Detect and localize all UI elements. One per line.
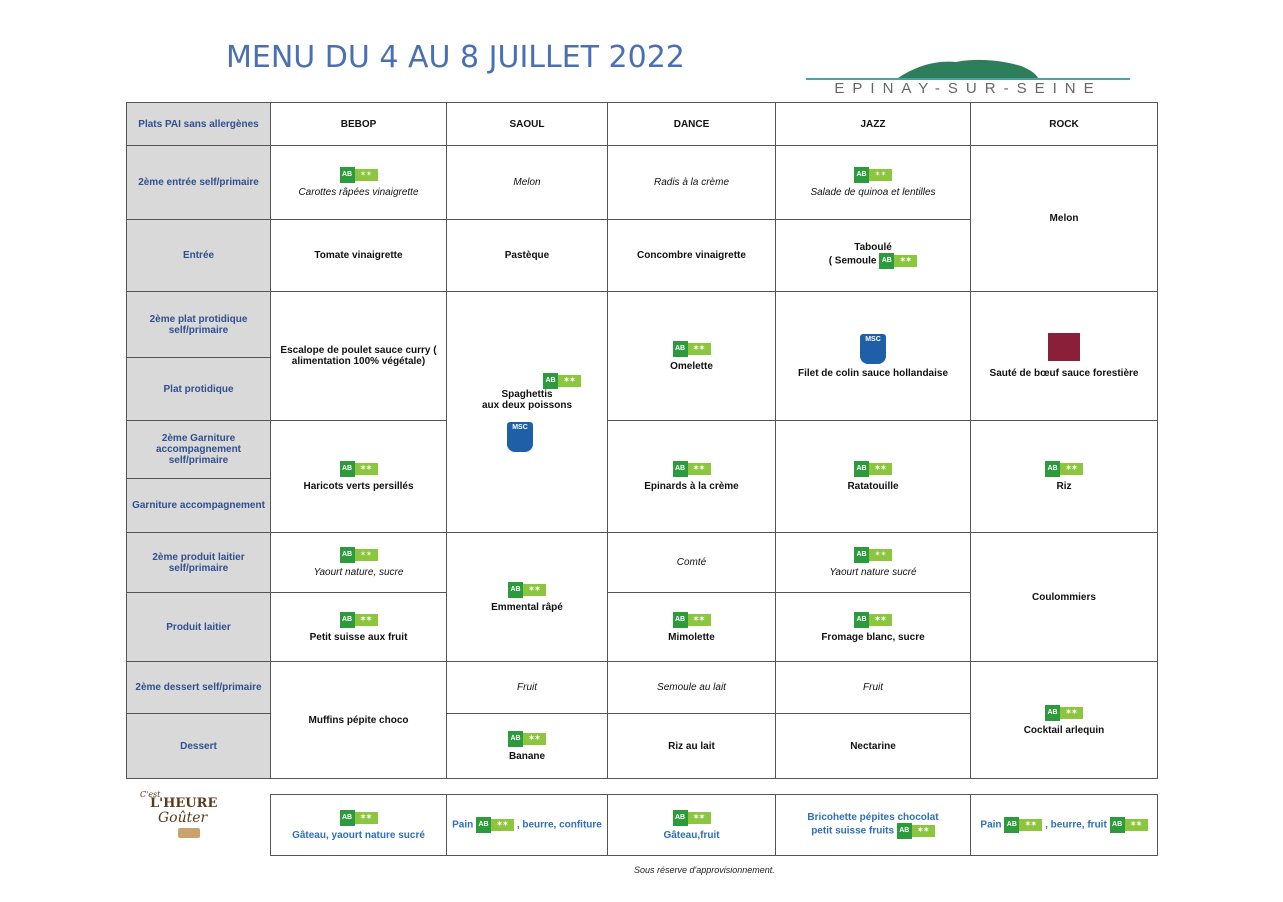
row-header-laitier: Produit laitier — [127, 593, 271, 662]
cell-jazz-entree: Taboulé ( Semoule AB ✶✶ — [776, 220, 971, 292]
gouter-jazz: Bricohette pépites chocolat petit suisse fruits AB ✶✶ — [776, 795, 971, 856]
cell-dance-dessert: Riz au lait — [608, 714, 776, 779]
organic-ab-icon: AB ✶✶ — [340, 547, 378, 563]
beef-label-icon — [1048, 333, 1080, 361]
day-jazz: JAZZ — [776, 103, 971, 146]
heure-du-gouter-logo: C'est L'HEURE Goûter — [140, 790, 240, 840]
msc-icon: MSC — [860, 334, 886, 364]
cell-dance-garniture: AB ✶✶ Epinards à la crème — [608, 421, 776, 533]
gouter-table — [270, 794, 1158, 856]
cell-rock-entree: Melon — [971, 146, 1158, 292]
cell-dance-entree: Concombre vinaigrette — [608, 220, 776, 292]
cell-dance-plat: AB ✶✶ Omelette — [608, 292, 776, 421]
menu-table — [126, 102, 1158, 779]
row-header-entree2: 2ème entrée self/primaire — [127, 146, 271, 220]
cell-rock-garniture: AB ✶✶ Riz — [971, 421, 1158, 533]
cell-bebop-plat: Escalope de poulet sauce curry ( alimentation 100% végétale) — [271, 292, 447, 421]
organic-ab-icon: AB ✶✶ — [673, 810, 711, 826]
organic-ab-icon: AB ✶✶ — [543, 373, 581, 389]
organic-ab-icon: AB ✶✶ — [1045, 461, 1083, 477]
day-saoul: SAOUL — [447, 103, 608, 146]
organic-ab-icon: AB ✶✶ — [508, 731, 546, 747]
cell-jazz-entree2: AB ✶✶ Salade de quinoa et lentilles — [776, 146, 971, 220]
row-header-garniture2: 2ème Garniture accompagnement self/primaire — [127, 421, 271, 479]
gouter-bebop: AB ✶✶ Gâteau, yaourt nature sucré — [271, 795, 447, 856]
cell-saoul-plat: AB ✶✶ Spaghettis aux deux poissons MSC — [447, 292, 608, 533]
cell-bebop-laitier: AB ✶✶ Petit suisse aux fruit — [271, 593, 447, 662]
organic-ab-icon: AB ✶✶ — [1004, 817, 1042, 833]
cell-saoul-dessert2: Fruit — [447, 662, 608, 714]
organic-ab-icon: AB ✶✶ — [340, 810, 378, 826]
cell-jazz-garniture: AB ✶✶ Ratatouille — [776, 421, 971, 533]
cell-rock-dessert: AB ✶✶ Cocktail arlequin — [971, 662, 1158, 779]
organic-ab-icon: AB ✶✶ — [879, 253, 917, 269]
cell-dance-entree2: Radis à la crème — [608, 146, 776, 220]
cell-jazz-laitier: AB ✶✶ Fromage blanc, sucre — [776, 593, 971, 662]
msc-icon: MSC — [507, 422, 533, 452]
cell-saoul-dessert: AB ✶✶ Banane — [447, 714, 608, 779]
gouter-rock: Pain AB ✶✶ , beurre, fruit AB ✶✶ — [971, 795, 1158, 856]
organic-ab-icon: AB ✶✶ — [340, 167, 378, 183]
cell-saoul-entree2: Melon — [447, 146, 608, 220]
cell-dance-laitier2: Comté — [608, 533, 776, 593]
day-bebop: BEBOP — [271, 103, 447, 146]
organic-ab-icon: AB ✶✶ — [1045, 705, 1083, 721]
cell-bebop-entree: Tomate vinaigrette — [271, 220, 447, 292]
row-header-pai: Plats PAI sans allergènes — [127, 103, 271, 146]
cell-bebop-entree2: AB ✶✶ Carottes râpées vinaigrette — [271, 146, 447, 220]
row-header-dessert2: 2ème dessert self/primaire — [127, 662, 271, 714]
snack-basket-icon — [178, 828, 200, 838]
cell-jazz-plat: MSC Filet de colin sauce hollandaise — [776, 292, 971, 421]
cell-rock-plat: Sauté de bœuf sauce forestière — [971, 292, 1158, 421]
organic-ab-icon: AB ✶✶ — [340, 461, 378, 477]
cell-dance-laitier: AB ✶✶ Mimolette — [608, 593, 776, 662]
day-dance: DANCE — [608, 103, 776, 146]
cell-jazz-dessert2: Fruit — [776, 662, 971, 714]
organic-ab-icon: AB ✶✶ — [854, 547, 892, 563]
organic-ab-icon: AB ✶✶ — [340, 612, 378, 628]
cell-bebop-garniture: AB ✶✶ Haricots verts persillés — [271, 421, 447, 533]
row-header-plat: Plat protidique — [127, 358, 271, 421]
logo-text: EPINAY-SUR-SEINE — [834, 80, 1102, 97]
epinay-logo — [806, 52, 1130, 98]
row-header-laitier2: 2ème produit laitier self/primaire — [127, 533, 271, 593]
gouter-saoul: Pain AB ✶✶ , beurre, confiture — [447, 795, 608, 856]
row-header-plat2: 2ème plat protidique self/primaire — [127, 292, 271, 358]
cell-saoul-entree: Pastèque — [447, 220, 608, 292]
cell-bebop-dessert: Muffins pépite choco — [271, 662, 447, 779]
cell-jazz-laitier2: AB ✶✶ Yaourt nature sucré — [776, 533, 971, 593]
cell-jazz-dessert: Nectarine — [776, 714, 971, 779]
cell-saoul-laitier: AB ✶✶ Emmental râpé — [447, 533, 608, 662]
organic-ab-icon: AB ✶✶ — [673, 341, 711, 357]
organic-ab-icon: AB ✶✶ — [854, 167, 892, 183]
organic-ab-icon: AB ✶✶ — [1110, 817, 1148, 833]
row-header-dessert: Dessert — [127, 714, 271, 779]
cell-bebop-laitier2: AB ✶✶ Yaourt nature, sucre — [271, 533, 447, 593]
menu-title: MENU DU 4 AU 8 JUILLET 2022 — [226, 40, 685, 75]
cell-rock-laitier: Coulommiers — [971, 533, 1158, 662]
organic-ab-icon: AB ✶✶ — [854, 461, 892, 477]
organic-ab-icon: AB ✶✶ — [673, 461, 711, 477]
day-rock: ROCK — [971, 103, 1158, 146]
gouter-dance: AB ✶✶ Gâteau,fruit — [608, 795, 776, 856]
organic-ab-icon: AB ✶✶ — [897, 823, 935, 839]
organic-ab-icon: AB ✶✶ — [673, 612, 711, 628]
row-header-entree: Entrée — [127, 220, 271, 292]
organic-ab-icon: AB ✶✶ — [508, 582, 546, 598]
supply-note: Sous réserve d'approvisionnement. — [634, 865, 775, 875]
organic-ab-icon: AB ✶✶ — [476, 817, 514, 833]
organic-ab-icon: AB ✶✶ — [854, 612, 892, 628]
row-header-garniture: Garniture accompagnement — [127, 479, 271, 533]
skyline-icon — [806, 52, 1130, 82]
cell-dance-dessert2: Semoule au lait — [608, 662, 776, 714]
